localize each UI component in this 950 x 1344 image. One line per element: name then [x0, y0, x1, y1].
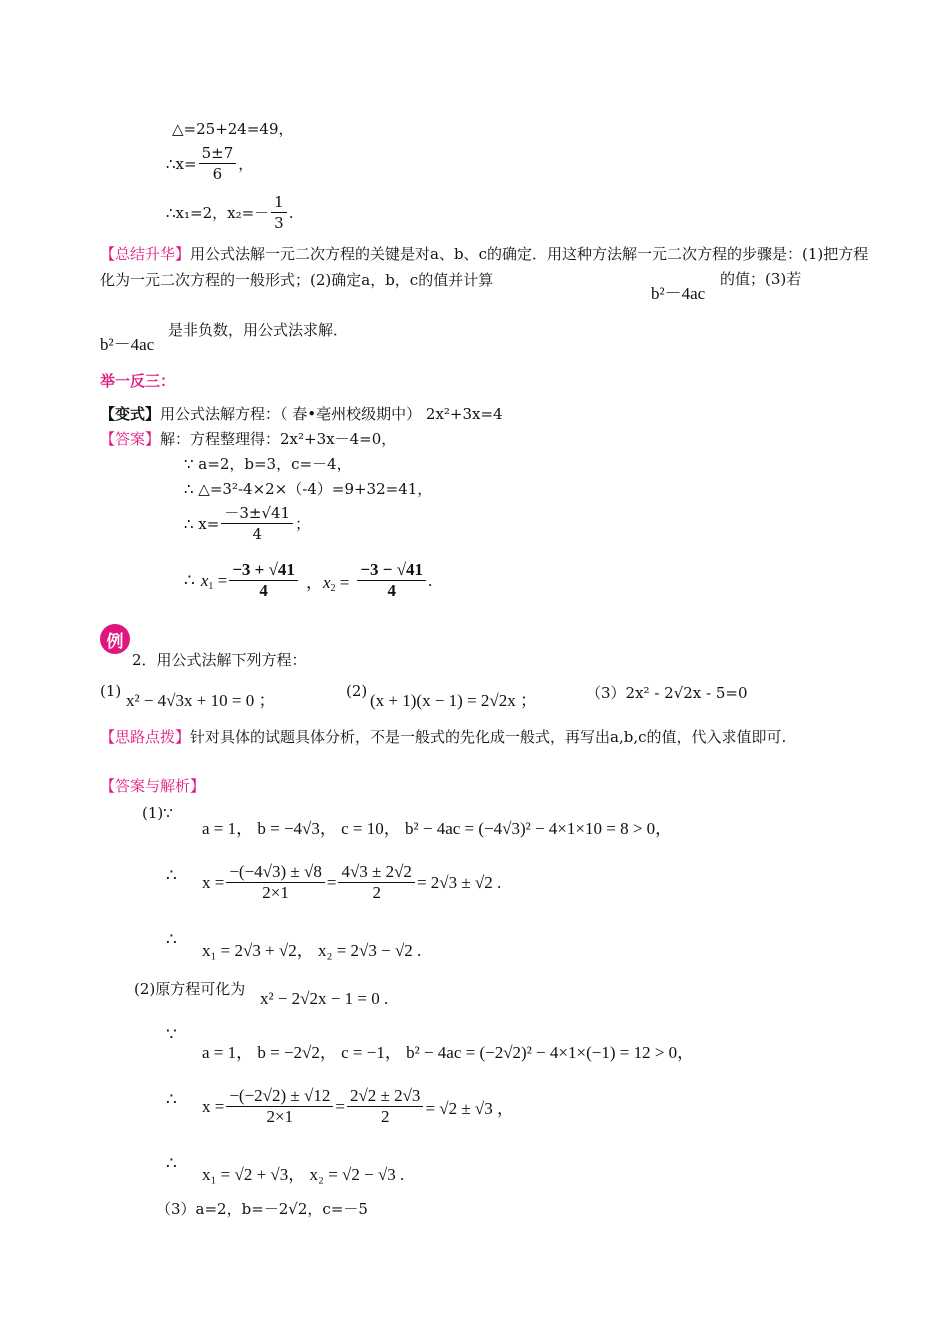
variant-line3-den: 4	[252, 525, 262, 543]
p2-x-num2: 2√2 ± 2√3	[347, 1086, 424, 1107]
x-fraction	[199, 143, 237, 184]
p3-line: （3）a=2，b=－2√2，c=－5	[156, 1200, 368, 1218]
roots-text: ∴x₁=2，x₂=－	[166, 204, 270, 222]
variant-text: 用公式法解方程：（ 春•亳州校级期中） 2x²+3x=4	[160, 405, 503, 423]
summary-disc-1: b²－4ac	[651, 284, 706, 303]
p2-roots: x₁ = √2 + √3， x₂ = √2 − √3 .	[202, 1165, 405, 1184]
x-formula-line	[166, 143, 253, 184]
p1-x-frac2	[338, 862, 415, 903]
x2-den: 4	[387, 581, 396, 600]
p2-x-frac2	[347, 1086, 424, 1127]
x2-end: .	[428, 570, 433, 590]
variant-line3-fraction	[221, 503, 293, 544]
p1-x-num1: −(−4√3) ± √8	[226, 862, 325, 883]
roots-line	[166, 192, 294, 233]
p1-x-eq: x =	[202, 872, 225, 892]
p1-x-frac1	[226, 862, 325, 903]
p2-x-num1: −(−2√2) ± √12	[226, 1086, 333, 1107]
eq1: x² − 4√3x + 10 = 0 ；	[126, 691, 276, 710]
p2-x-eq: x =	[202, 1096, 225, 1116]
p2-x-frac1	[226, 1086, 333, 1127]
p2-label: (2)原方程可化为	[134, 980, 246, 998]
roots-fraction	[271, 192, 287, 233]
variant-line3-suffix: ；	[295, 515, 311, 533]
x1-num: −3 + √41	[229, 560, 298, 581]
eq2: (x + 1)(x − 1) = 2√2x ；	[370, 691, 537, 710]
p1-x-den2: 2	[372, 883, 381, 902]
variant-line3-num: －3±√41	[221, 503, 293, 524]
x2-label: ，$x_2$ =	[305, 573, 350, 594]
p2-x-equals: =	[335, 1096, 345, 1116]
hint-text: 针对具体的试题具体分析，不是一般式的先化成一般式，再写出a,b,c的值，代入求值即可.	[190, 728, 787, 746]
p2-x-den1: 2×1	[266, 1107, 294, 1126]
p2-x-line	[202, 1086, 514, 1127]
variant-line2: ∴ △=3²-4×2×（-4）=9+32=41，	[184, 480, 433, 498]
variant-line3-prefix: ∴ x=	[184, 514, 220, 533]
p2-therefore: ∴	[166, 1090, 177, 1109]
p2-line: a = 1， b = −2√2， c = −1， b² − 4ac = (−2√2)² − 4×1×(−1) = 12 > 0，	[202, 1043, 695, 1062]
x-suffix: ，	[238, 155, 254, 173]
variant-line3	[184, 503, 310, 544]
x-fraction-den: 6	[212, 165, 223, 183]
x1-label: $x_1$ =	[200, 570, 228, 592]
example-title: 2．用公式法解下列方程：	[132, 651, 307, 669]
p1-x-den1: 2×1	[262, 883, 289, 902]
roots-num: 1	[271, 192, 287, 213]
summary-mid: 的值；(3)若	[720, 270, 802, 288]
eq1-label: (1)	[100, 682, 122, 700]
p2-since: ∵	[166, 1025, 177, 1044]
summary-text: 用公式法解一元二次方程的关键是对a、b、c的确定．用这种方法解一元二次方程的步骤是：(1)把方程化为一元二次方程的一般形式；(2)确定a，b，c的值并计算	[100, 245, 869, 289]
p1-x-num2: 4√3 ± 2√2	[338, 862, 415, 883]
eq2-label: (2)	[346, 682, 368, 700]
variant-line1: ∵ a=2，b=3，c=－4，	[184, 455, 352, 473]
p1-x-end: = 2√3 ± √2 .	[416, 872, 502, 892]
x-fraction-num: 5±7	[199, 143, 237, 164]
p1-x-line	[202, 862, 501, 903]
x2-fraction	[357, 560, 426, 601]
variant-line	[100, 403, 503, 424]
summary-disc-2: b²－4ac	[100, 335, 155, 354]
summary-end: 是非负数，用公式法求解．	[168, 321, 349, 339]
hint-label: 【思路点拨】	[100, 728, 191, 746]
p2-x-end: = √2 ± √3 ，	[425, 1099, 515, 1118]
p1-roots: x₁ = 2√3 + √2， x₂ = 2√3 − √2 .	[202, 941, 422, 960]
p1-roots-therefore: ∴	[166, 930, 177, 949]
summary-label: 【总结升华】	[100, 245, 191, 263]
section-title: 举一反三：	[100, 372, 176, 390]
p2-eq: x² − 2√2x − 1 = 0 .	[260, 989, 389, 1008]
x2-num: −3 − √41	[357, 560, 426, 581]
p2-x-den2: 2	[380, 1107, 390, 1126]
variant-answer-label: 【答案】	[100, 430, 161, 448]
example-badge: 例	[100, 624, 130, 654]
roots-end: .	[288, 203, 294, 222]
variant-answer-text: 解：方程整理得：2x²+3x－4=0，	[160, 430, 397, 448]
roots-den: 3	[274, 214, 284, 232]
p1-therefore: ∴	[166, 866, 177, 885]
variant-label: 【变式】	[100, 405, 161, 423]
x1-fraction	[229, 560, 298, 601]
hint-paragraph	[100, 724, 870, 750]
p1-line: a = 1， b = −4√3， c = 10， b² − 4ac = (−4√3)² − 4×1×10 = 8 > 0，	[202, 819, 673, 838]
delta-line: △=25+24=49，	[172, 120, 294, 138]
x1-den: 4	[259, 581, 268, 600]
answer-label: 【答案与解析】	[100, 777, 206, 795]
p1-label: (1)∵	[142, 804, 173, 822]
variant-answer-line	[100, 428, 396, 449]
eq3: （3）2x² - 2√2x - 5=0	[586, 684, 748, 702]
x-prefix: ∴x=	[166, 154, 197, 173]
variant-line4	[184, 560, 432, 601]
p1-x-equals: =	[326, 872, 337, 892]
variant-line4-therefore: ∴	[184, 570, 195, 590]
p2-roots-therefore: ∴	[166, 1154, 177, 1173]
